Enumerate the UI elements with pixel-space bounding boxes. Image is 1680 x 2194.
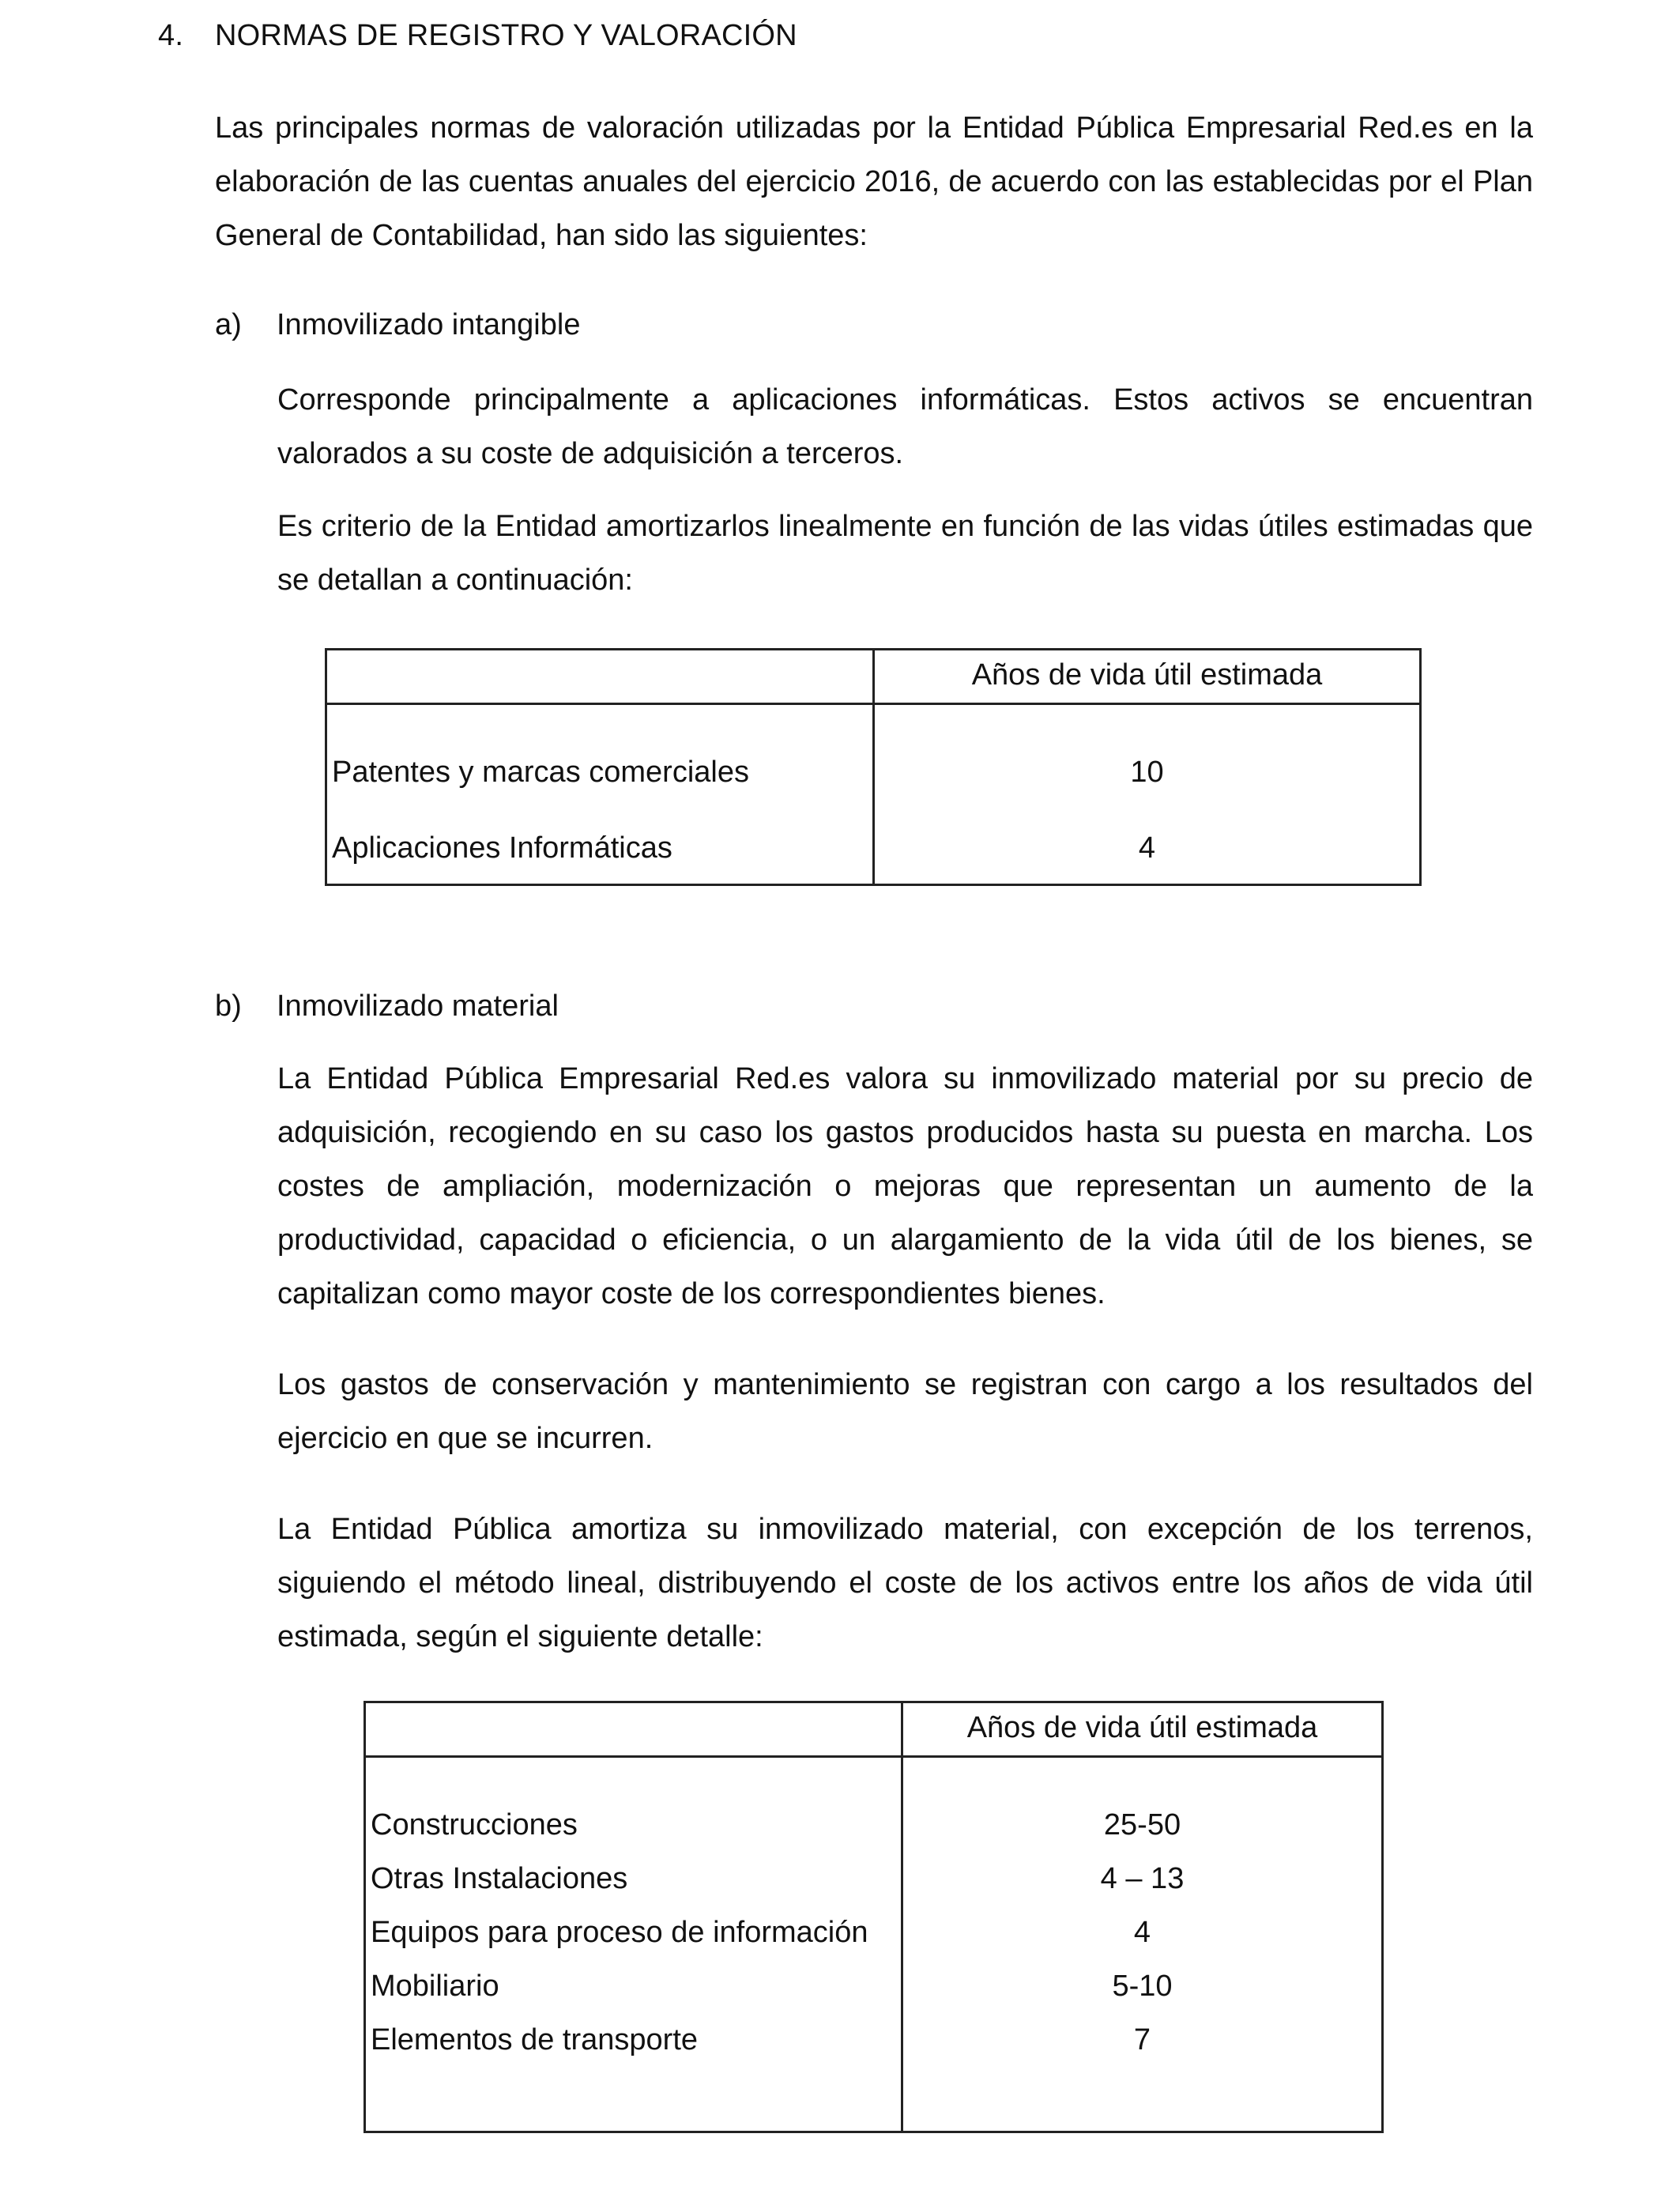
section-heading [158, 16, 797, 55]
material-paragraph-3: La Entidad Pública amortiza su inmovilizado material, con excepción de los terrenos, siguiendo el método lineal, distribuyendo el coste de los activos entre los años de vida útil estimada, según el siguiente detalle: [277, 1513, 1533, 1653]
table-row-value: 4 [1138, 831, 1156, 865]
intangible-paragraph-1: Corresponde principalmente a aplicaciones informáticas. Estos activos se encuentran valorados a su coste de adquisición a terceros. [277, 383, 1533, 470]
table-value-column [902, 1757, 1383, 2132]
table-row-label: Equipos para proceso de información [371, 1916, 868, 1949]
subsection-b-heading [215, 984, 559, 1028]
subsection-a-title: Inmovilizado intangible [277, 308, 581, 341]
intro-paragraph: Las principales normas de valoración utilizadas por la Entidad Pública Empresarial Red.es en la elaboración de las cuentas anuales del ejercicio 2016, de acuerdo con las establecidas por el Plan General de Contabilidad, han sido las siguientes: [215, 111, 1533, 252]
table-row-label: Elementos de transporte [371, 2023, 699, 2056]
subsection-b-letter: b) [215, 990, 242, 1023]
table-header-cell [902, 1702, 1383, 1757]
table-header-label: Años de vida útil estimada [971, 658, 1323, 692]
table-row-value: 4 [1133, 1916, 1151, 1949]
table-body-row [326, 704, 1421, 885]
table-value-column [874, 704, 1421, 885]
subsection-a-heading [215, 303, 580, 347]
table-row-value: 10 [1130, 756, 1164, 789]
table-row-value: 7 [1133, 2023, 1151, 2056]
table-body-row [365, 1757, 1383, 2132]
intangible-paragraph-2: Es criterio de la Entidad amortizarlos linealmente en función de las vidas útiles estimadas que se detallan a continuación: [277, 510, 1533, 597]
section-number: 4. [158, 19, 184, 52]
table-header-row [365, 1702, 1383, 1757]
table-row-value: 5-10 [1112, 1970, 1173, 2003]
table-header-empty-cell [326, 650, 874, 704]
table-row-label: Aplicaciones Informáticas [332, 831, 672, 865]
table-row-value: 25-50 [1103, 1808, 1181, 1842]
table-row-label: Construcciones [371, 1808, 578, 1842]
table-row-label: Otras Instalaciones [371, 1862, 628, 1895]
table-label-column [365, 1757, 902, 2132]
table-header-row [326, 650, 1421, 704]
material-paragraph-2: Los gastos de conservación y mantenimiento se registran con cargo a los resultados del ejercicio en que se incurren. [277, 1368, 1533, 1455]
section-title: NORMAS DE REGISTRO Y VALORACIÓN [215, 19, 797, 52]
subsection-b-title: Inmovilizado material [277, 990, 559, 1023]
table-header-empty-cell [365, 1702, 902, 1757]
subsection-a-letter: a) [215, 308, 242, 341]
table-header-label: Años de vida útil estimada [966, 1711, 1318, 1744]
table-row-label: Patentes y marcas comerciales [332, 756, 749, 789]
table-row-label: Mobiliario [371, 1970, 499, 2003]
table-label-column [326, 704, 874, 885]
material-paragraph-1: La Entidad Pública Empresarial Red.es valora su inmovilizado material por su precio de adquisición, recogiendo en su caso los gastos producidos hasta su puesta en marcha. Los costes de ampliación, modernización o mejoras que representan un aumento de la productividad, capacidad o eficiencia, o un alargamiento de la vida útil de los bienes, se capitalizan como mayor coste de los correspondientes bienes. [277, 1062, 1533, 1310]
material-useful-life-table [363, 1701, 1384, 2133]
table-row-value: 4 – 13 [1100, 1862, 1185, 1895]
intangible-useful-life-table [325, 648, 1422, 886]
table-header-cell [874, 650, 1421, 704]
